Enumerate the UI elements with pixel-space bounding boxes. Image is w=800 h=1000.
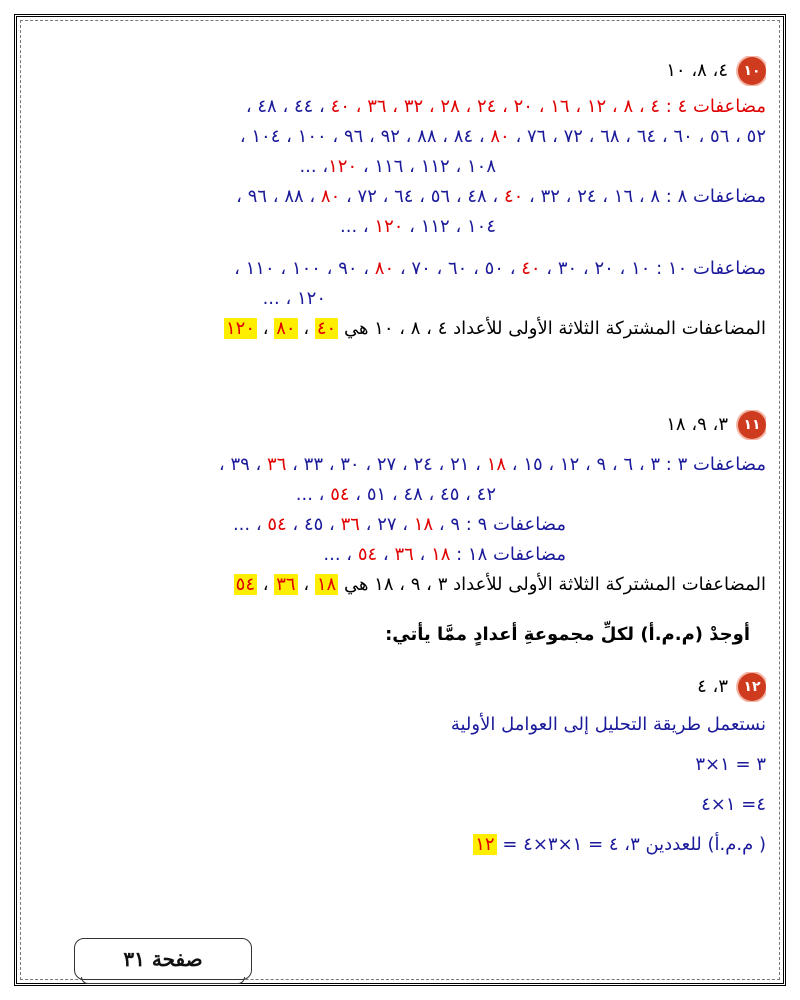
q10-result: المضاعفات المشتركة الثلاثة الأولى للأعداد ٤ ، ٨ ، ١٠ هي ٤٠ ، ٨٠ ، ١٢٠	[225, 318, 766, 339]
question-number-badge: ١٠	[738, 57, 766, 85]
lcm-result: ( م.م.أ) للعددين ٣، ٤ = ١×٣×٤ = ١٢	[475, 834, 766, 855]
question-10-header	[34, 56, 766, 86]
q10-multiples	[34, 92, 766, 344]
multiples-line: ١٢٠ ، ...	[262, 288, 326, 309]
question-number-badge: ١٢	[738, 673, 766, 701]
factorization-line: ٣ = ١×٣	[695, 754, 766, 775]
q11-result: المضاعفات المشتركة الثلاثة الأولى للأعداد ٣ ، ٩ ، ١٨ هي ١٨ ، ٣٦ ، ٥٤	[235, 574, 766, 595]
question-12	[34, 672, 766, 702]
factorization-line: ٤= ١×٤	[701, 794, 766, 815]
lcm-value: ١٢	[475, 834, 495, 855]
question-11-header	[34, 410, 766, 440]
instruction-text: أوجدْ (م.م.أ) لكلِّ مجموعةِ أعدادٍ ممَّا يأتي:	[385, 624, 750, 645]
multiples-line: مضاعفات ١٠ : ١٠ ، ٢٠ ، ٣٠ ، ٤٠ ، ٥٠ ، ٦٠ ، ٧٠ ، ٨٠ ، ٩٠ ، ١٠٠ ، ١١٠ ،	[234, 258, 766, 279]
multiples-line: ١٠٨ ، ١١٢ ، ١١٦ ، ١٢٠، ...	[299, 156, 496, 177]
page-number-label: صفحة ٣١	[74, 938, 252, 980]
page-content	[34, 32, 766, 972]
question-numbers: ٣، ٩، ١٨	[666, 414, 728, 435]
multiples-line: مضاعفات ٤ : ٤ ، ٨ ، ١٢ ، ١٦ ، ٢٠ ، ٢٤ ، ٢٨ ، ٣٢ ، ٣٦ ، ٤٠ ، ٤٤ ، ٤٨ ،	[245, 96, 766, 117]
multiples-line: مضاعفات ١٨ : ١٨ ، ٣٦ ، ٥٤ ، ...	[323, 544, 566, 565]
question-numbers: ٣، ٤	[697, 676, 728, 697]
question-11	[34, 410, 766, 440]
question-numbers: ٤، ٨، ١٠	[666, 60, 728, 81]
question-number-badge: ١١	[738, 411, 766, 439]
q12-solution	[34, 710, 766, 860]
method-text: نستعمل طريقة التحليل إلى العوامل الأولية	[450, 714, 766, 735]
multiples-line: مضاعفات ٨ : ٨ ، ١٦ ، ٢٤ ، ٣٢ ، ٤٠ ، ٤٨ ، ٥٦ ، ٦٤ ، ٧٢ ، ٨٠ ، ٨٨ ، ٩٦ ،	[236, 186, 766, 207]
instruction	[34, 620, 766, 650]
multiples-line: ١٠٤ ، ١١٢ ، ١٢٠ ، ...	[340, 216, 496, 237]
multiples-line: مضاعفات ٩ : ٩ ، ١٨ ، ٢٧ ، ٣٦ ، ٤٥ ، ٥٤ ، ...	[232, 514, 566, 535]
question-12-header	[34, 672, 766, 702]
multiples-line: ٥٢ ، ٥٦ ، ٦٠ ، ٦٤ ، ٦٨ ، ٧٢ ، ٧٦ ، ٨٠ ، ٨٤ ، ٨٨ ، ٩٢ ، ٩٦ ، ١٠٠ ، ١٠٤ ،	[239, 126, 766, 147]
multiples-line: مضاعفات ٣ : ٣ ، ٦ ، ٩ ، ١٢ ، ١٥ ، ١٨ ، ٢١ ، ٢٤ ، ٢٧ ، ٣٠ ، ٣٣ ، ٣٦ ، ٣٩ ،	[218, 454, 766, 475]
multiples-line: ٤٢ ، ٤٥ ، ٤٨ ، ٥١ ، ٥٤ ، ...	[295, 484, 496, 505]
q11-multiples	[34, 450, 766, 600]
question-10	[34, 56, 766, 86]
